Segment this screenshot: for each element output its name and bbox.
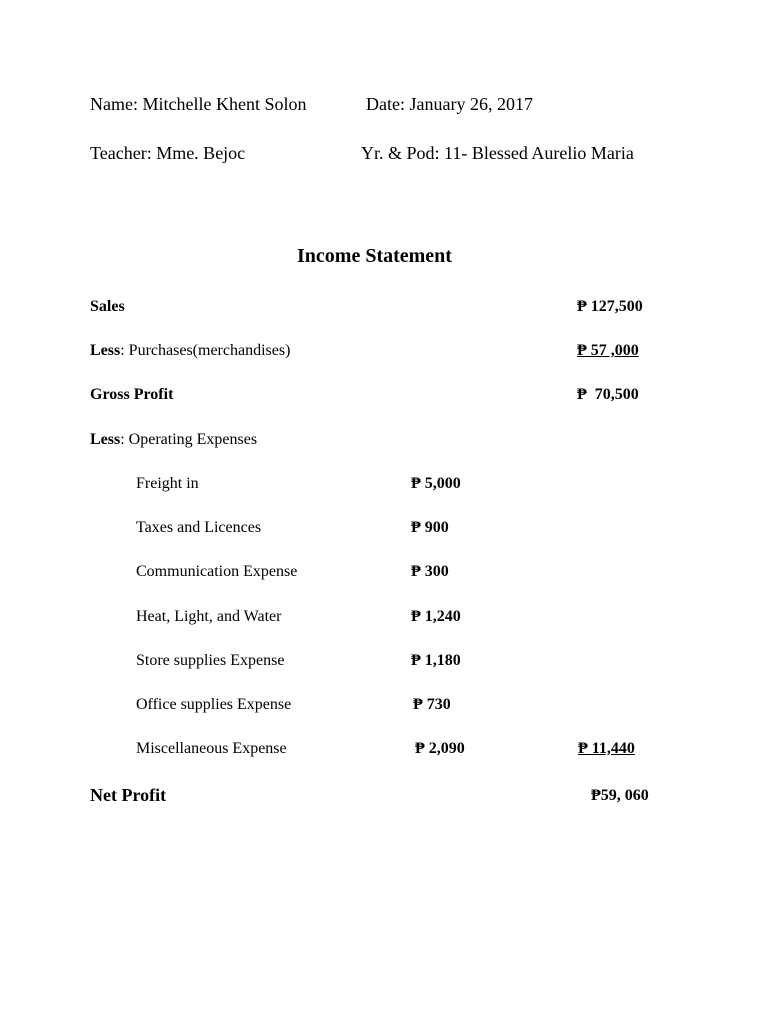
purchases-label: : Purchases(merchandises) xyxy=(120,342,291,359)
gross-profit-label: Gross Profit xyxy=(90,386,174,403)
purchases-amount: ₱ 57 ,000 xyxy=(577,342,639,359)
page-title: Income Statement xyxy=(297,245,452,267)
expense-label: Office supplies Expense xyxy=(136,696,292,713)
expense-label: Freight in xyxy=(136,475,199,492)
sales-amount: ₱ 127,500 xyxy=(577,298,643,315)
operating-expenses-label: : Operating Expenses xyxy=(120,431,258,448)
sales-label: Sales xyxy=(90,298,125,315)
expense-amount: ₱ 2,090 xyxy=(415,740,465,757)
expense-amount: ₱ 5,000 xyxy=(411,475,461,492)
student-name: Name: Mitchelle Khent Solon xyxy=(90,94,307,114)
gross-profit-amount: ₱ 70,500 xyxy=(577,386,639,403)
less-keyword: Less xyxy=(90,431,121,448)
net-profit-label: Net Profit xyxy=(90,785,167,805)
operating-expenses-row xyxy=(90,431,257,449)
expense-label: Miscellaneous Expense xyxy=(136,740,287,757)
expense-label: Communication Expense xyxy=(136,563,298,580)
expense-amount: ₱ 300 xyxy=(411,563,449,580)
purchases-row xyxy=(90,342,290,360)
year-and-pod: Yr. & Pod: 11- Blessed Aurelio Maria xyxy=(361,143,634,163)
teacher: Teacher: Mme. Bejoc xyxy=(90,143,246,163)
expense-label: Heat, Light, and Water xyxy=(136,608,282,625)
expense-amount: ₱ 1,180 xyxy=(411,652,461,669)
expense-amount: ₱ 730 xyxy=(413,696,451,713)
expense-label: Store supplies Expense xyxy=(136,652,285,669)
net-profit-amount: ₱59, 060 xyxy=(591,787,649,804)
expense-amount: ₱ 900 xyxy=(411,519,449,536)
date: Date: January 26, 2017 xyxy=(366,94,533,114)
total-expenses-amount: ₱ 11,440 xyxy=(578,740,635,757)
less-keyword: Less xyxy=(90,342,121,359)
expense-label: Taxes and Licences xyxy=(136,519,262,536)
expense-amount: ₱ 1,240 xyxy=(411,608,461,625)
